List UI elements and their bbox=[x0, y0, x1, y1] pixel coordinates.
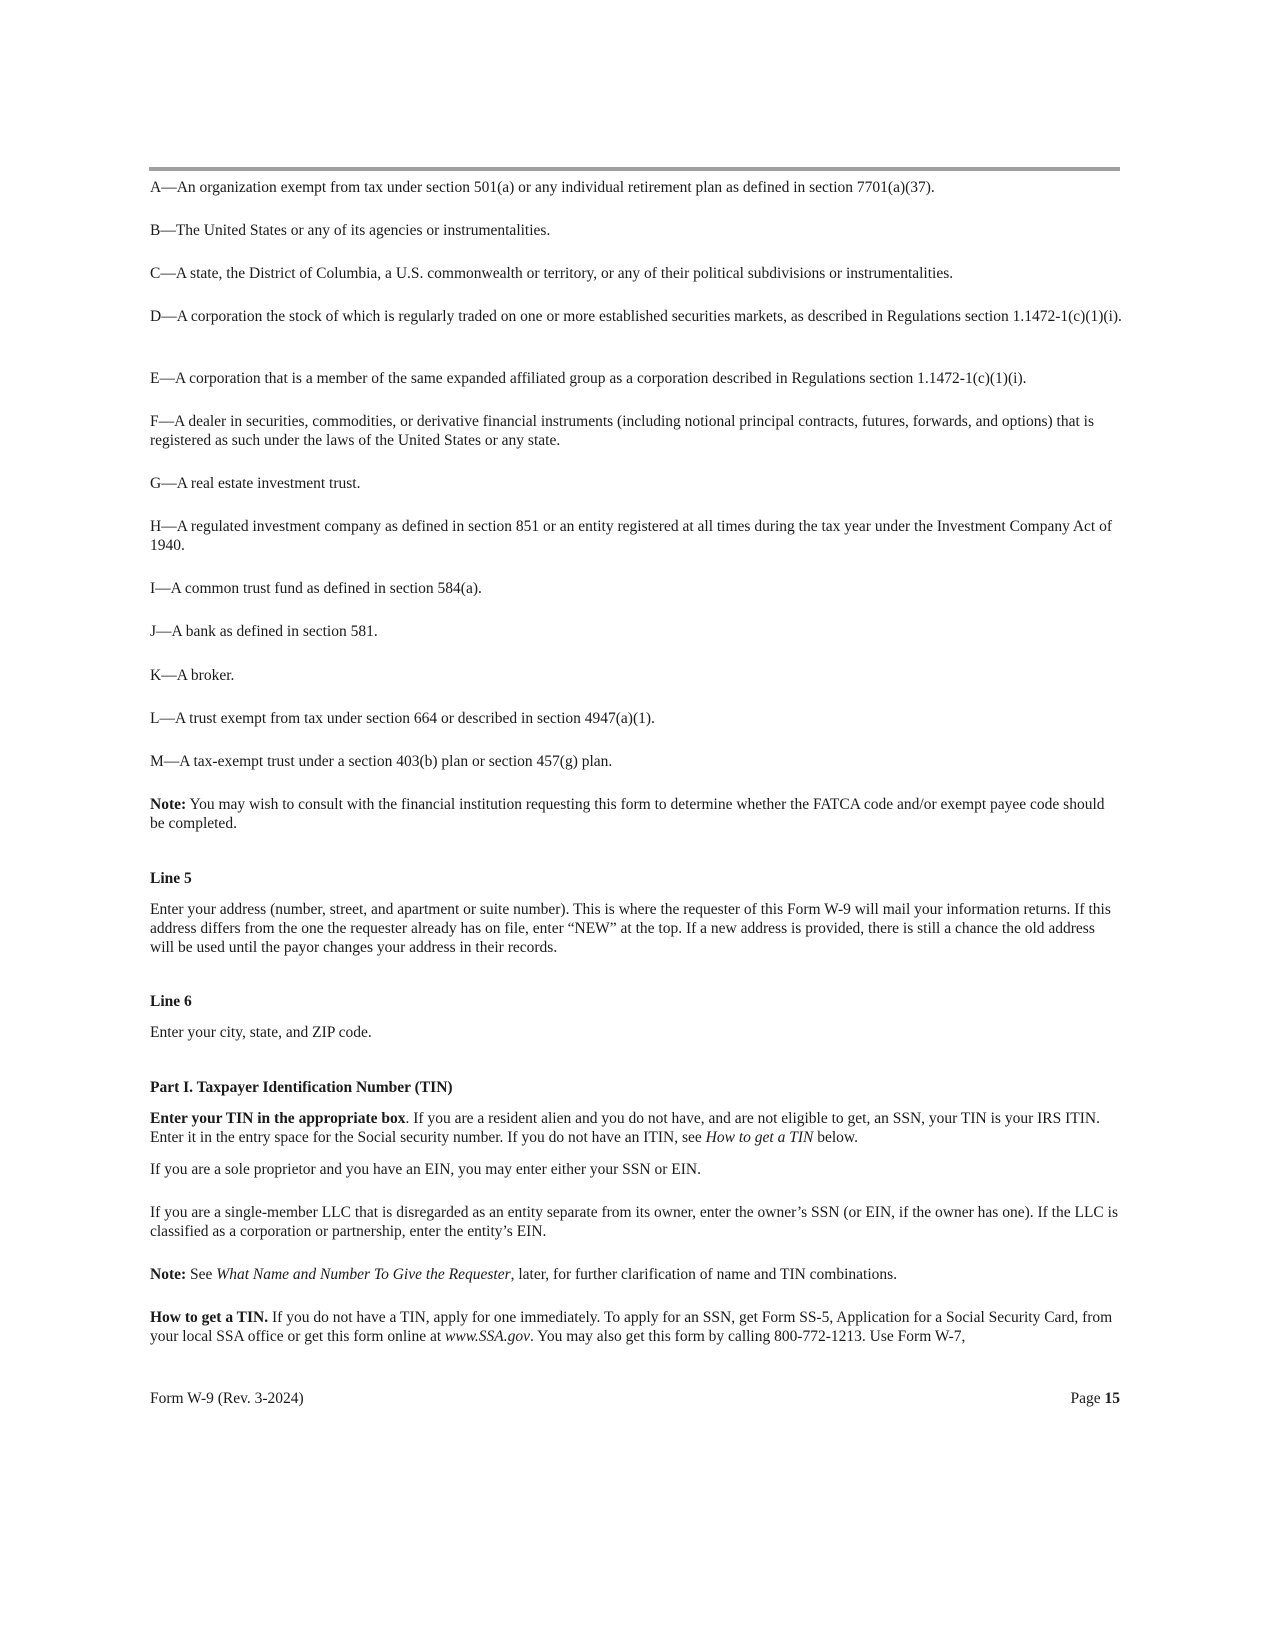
exempt-code-d: D—A corporation the stock of which is regularly traded on one or more established securities markets, as described in Regulations section 1.1472-1(c)(1)(i). bbox=[150, 308, 1122, 325]
footer-page-number bbox=[1070, 1389, 1120, 1408]
name-number-ref: What Name and Number To Give the Requester bbox=[216, 1266, 511, 1283]
ssa-website-ref: www.SSA.gov bbox=[445, 1328, 530, 1345]
line5-text: Enter your address (number, street, and apartment or suite number). This is where the requester of this Form W-9 will mail your information returns. If this address differs from the one the requester already has on file, enter “NEW” at the top. If a new address is provided, there is still a chance the old address will be used until the payor changes your address in their records. bbox=[150, 901, 1111, 956]
top-rule bbox=[149, 167, 1120, 171]
page-number: 15 bbox=[1104, 1390, 1120, 1407]
exempt-code-f: F—A dealer in securities, commodities, or derivative financial instruments (including notional principal contracts, futures, forwards, and options) that is registered as such under the laws of the United States or any state. bbox=[150, 413, 1094, 449]
part1-note bbox=[150, 1265, 1122, 1284]
note-text: You may wish to consult with the financial institution requesting this form to determine whether the FATCA code and/or exempt payee code should be completed. bbox=[150, 796, 1105, 832]
line6-heading: Line 6 bbox=[150, 993, 192, 1010]
enter-tin-label: Enter your TIN in the appropriate box bbox=[150, 1110, 406, 1127]
part1-single-member-llc: If you are a single-member LLC that is disregarded as an entity separate from its owner, enter the owner’s SSN (or EIN, if the owner has one). If the LLC is classified as a corporation or partnership, enter the entity’s EIN. bbox=[150, 1204, 1118, 1240]
enter-tin-text: . If you are a resident alien and you do not have, and are not eligible to get, an SSN, your TIN is your IRS ITIN. Enter it in the entry space for the Social security number. If you do not have an ITIN, see bbox=[150, 1110, 1100, 1146]
exempt-code-l: L—A trust exempt from tax under section 664 or described in section 4947(a)(1). bbox=[150, 710, 655, 727]
exempt-code-k: K—A broker. bbox=[150, 667, 235, 684]
how-to-get-tin-text: If you do not have a TIN, apply for one immediately. To apply for an SSN, get Form SS-5, Application for a Social Security Card, from your local SSA office or get this form online at bbox=[150, 1309, 1113, 1345]
note-pre: See bbox=[186, 1266, 217, 1283]
exempt-code-h: H—A regulated investment company as defined in section 851 or an entity registered at all times during the tax year under the Investment Company Act of 1940. bbox=[150, 518, 1113, 554]
how-to-get-tin-ref: How to get a TIN bbox=[705, 1129, 814, 1146]
exempt-code-a: A—An organization exempt from tax under section 501(a) or any individual retirement plan as defined in section 7701(a)(37). bbox=[150, 179, 935, 196]
note-label: Note: bbox=[150, 796, 187, 813]
part1-sole-proprietor: If you are a sole proprietor and you have an EIN, you may enter either your SSN or EIN. bbox=[150, 1161, 701, 1178]
enter-tin-end: below. bbox=[813, 1129, 858, 1146]
exempt-code-j: J—A bank as defined in section 581. bbox=[150, 623, 378, 640]
exempt-code-m: M—A tax-exempt trust under a section 403(b) plan or section 457(g) plan. bbox=[150, 753, 613, 770]
exempt-code-c: C—A state, the District of Columbia, a U.S. commonwealth or territory, or any of their political subdivisions or instrumentalities. bbox=[150, 265, 954, 282]
part1-enter-tin bbox=[150, 1109, 1122, 1147]
note-label: Note: bbox=[150, 1266, 187, 1283]
line5-heading: Line 5 bbox=[150, 870, 192, 887]
part1-heading: Part I. Taxpayer Identification Number (TIN) bbox=[150, 1079, 453, 1096]
part1-how-to-get-tin bbox=[150, 1308, 1122, 1346]
page-label: Page bbox=[1070, 1390, 1105, 1407]
exempt-code-b: B—The United States or any of its agencies or instrumentalities. bbox=[150, 222, 551, 239]
note-fatca bbox=[150, 795, 1122, 833]
how-to-get-tin-label: How to get a TIN. bbox=[150, 1309, 269, 1326]
note-post: , later, for further clarification of name and TIN combinations. bbox=[510, 1266, 898, 1283]
exempt-code-i: I—A common trust fund as defined in section 584(a). bbox=[150, 580, 482, 597]
exempt-code-g: G—A real estate investment trust. bbox=[150, 475, 361, 492]
how-to-get-tin-end: . You may also get this form by calling 800-772-1213. Use Form W-7, bbox=[530, 1328, 966, 1345]
line6-text: Enter your city, state, and ZIP code. bbox=[150, 1024, 372, 1041]
footer-form-id: Form W-9 (Rev. 3-2024) bbox=[150, 1390, 304, 1407]
exempt-code-e: E—A corporation that is a member of the same expanded affiliated group as a corporation described in Regulations section 1.1472-1(c)(1)(i). bbox=[150, 370, 1027, 387]
